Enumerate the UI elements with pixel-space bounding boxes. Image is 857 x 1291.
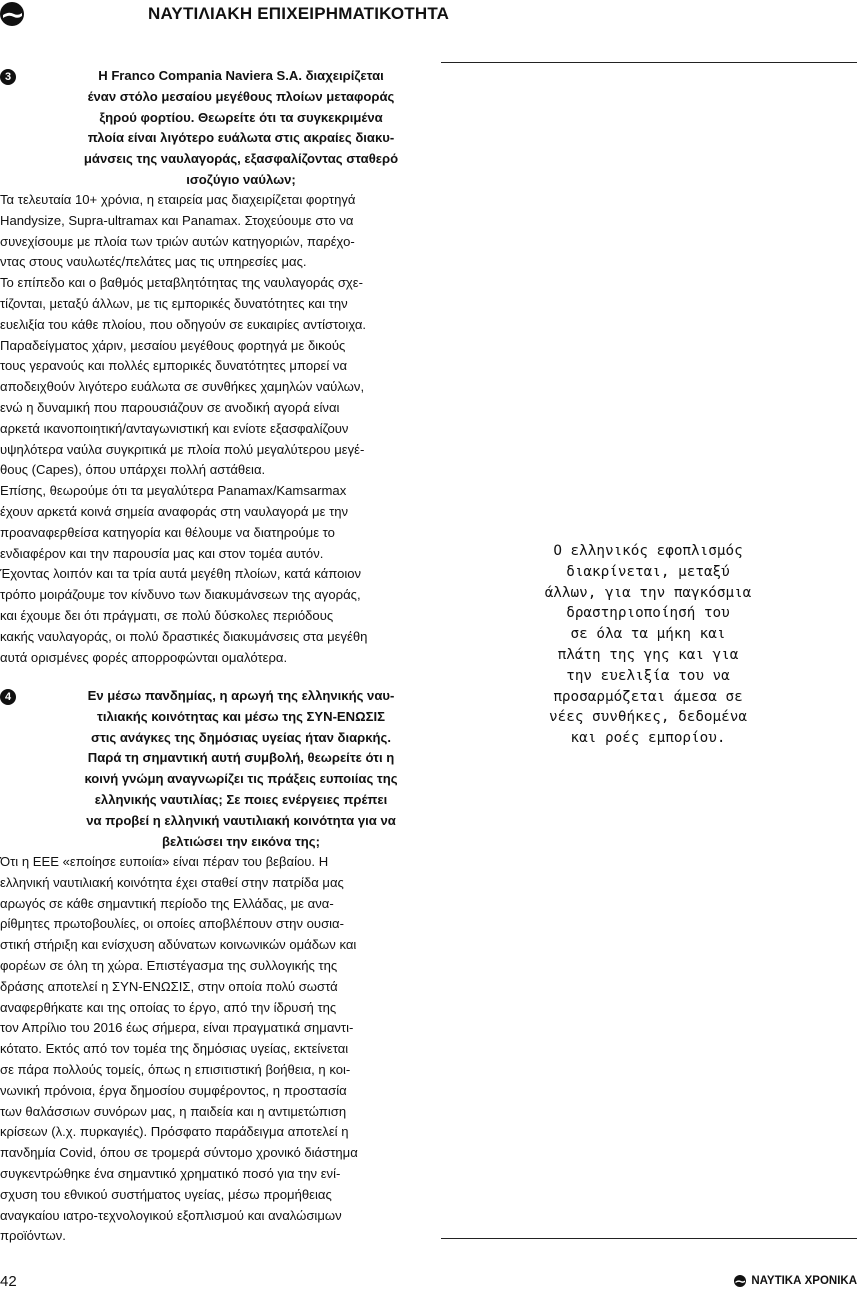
answer-line: συγκεντρώθηκε ένα σημαντικό χρηματικό ποσό για την ενί- — [0, 1165, 341, 1181]
answer-line: Παραδείγματος χάριν, μεσαίου μεγέθους φορτηγά με δικούς — [0, 337, 346, 353]
answer-line: ντας στους ναυλωτές/πελάτες μας τις υπηρεσίες μας. — [0, 254, 307, 270]
footer-brand — [734, 1275, 857, 1287]
answer-line: σχυση του εθνικού συστήματος υγείας, μέσω προμήθειας — [0, 1186, 332, 1202]
publication-logo-icon — [0, 2, 24, 26]
question-line: Εν μέσω πανδημίας, η αρωγή της ελληνικής ναυ- — [87, 688, 395, 703]
answer-line: υψηλότερα ναύλα συγκριτικά με πλοία πολύ μεγαλύτερου μεγέ- — [0, 441, 365, 457]
pull-quote-line: διακρίνεται, μεταξύ — [566, 563, 730, 580]
question-line: πλοία είναι λιγότερο ευάλωτα στις ακραίες διακυ- — [87, 130, 395, 146]
page-number: 42 — [0, 1273, 17, 1290]
answer-line: προαναφερθείσα κατηγορία και θέλουμε να διατηρούμε το — [0, 524, 335, 540]
answer-line: τρόπο μοιράζουμε τον κίνδυνο των διακυμάνσεων της αγοράς, — [0, 587, 361, 603]
question-line: Η Franco Compania Naviera S.A. διαχειρίζεται — [98, 68, 384, 83]
question-line: μάνσεις της ναυλαγοράς, εξασφαλίζοντας σταθερό — [83, 151, 399, 167]
top-divider-rule — [441, 62, 857, 63]
answer-line: αυτά ορισμένες φορές απορροφώνται ομαλότερα. — [0, 649, 288, 665]
bottom-divider-rule — [441, 1238, 857, 1239]
question-line: βελτιώσει την εικόνα της; — [162, 833, 320, 849]
answer-line: Handysize, Supra-ultramax και Panamax. Στοχεύουμε στο να — [0, 212, 354, 228]
answer-line: ρίθμητες πρωτοβουλίες, οι οποίες αποβλέπουν στην ουσια- — [0, 916, 344, 932]
answer-line: ενδιαφέρον και την παρουσία μας και στον τομέα αυτόν. — [0, 545, 324, 561]
answer-line: ενώ η δυναμική που παρουσιάζουν σε ανοδική αγορά είναι — [0, 399, 340, 415]
answer-line: θους (Capes), όπου υπάρχει πολλή αστάθεια. — [0, 462, 266, 478]
answer-line: ελληνική ναυτιλιακή κοινότητα έχει σταθεί στην πατρίδα μας — [0, 874, 344, 890]
answer-line: δράσης αποτελεί η ΣΥΝ-ΕΝΩΣΙΣ, στην οποία πολύ σωστά — [0, 978, 338, 994]
question-line: στις ανάγκες της δημόσιας υγείας ήταν διαρκής. — [90, 729, 391, 745]
answer-4 — [0, 852, 418, 1247]
answer-line: σε πάρα πολλούς τομείς, όπως η επισιτιστική βοήθεια, η κοι- — [0, 1061, 351, 1077]
question-number-badge: 3 — [0, 69, 16, 85]
question-4-text — [64, 686, 418, 852]
pull-quote-line: νέες συνθήκες, δεδομένα — [549, 709, 747, 726]
answer-line: φορέων σε όλη τη χώρα. Επιστέγασμα της συλλογικής της — [0, 957, 338, 973]
pull-quote-line: Ο ελληνικός εφοπλισμός — [553, 543, 743, 559]
answer-line: πανδημία Covid, όπου σε τρομερά σύντομο χρονικό διάστημα — [0, 1145, 358, 1161]
question-line: τιλιακής κοινότητας και μέσω της ΣΥΝ-ΕΝΩΣΙΣ — [97, 708, 385, 724]
answer-line: αρωγός σε κάθε σημαντική περίοδο της Ελλάδας, με ανα- — [0, 895, 334, 911]
question-line: ελληνικής ναυτιλίας; Σε ποιες ενέργειες πρέπει — [94, 791, 388, 807]
pull-quote-line: δραστηριοποίησή του — [566, 605, 730, 622]
answer-line: Τα τελευταία 10+ χρόνια, η εταιρεία μας διαχειρίζεται φορτηγά — [0, 192, 356, 207]
question-3-text — [64, 66, 418, 191]
answer-line: Ότι η ΕΕΕ «εποίησε ευποιία» είναι πέραν του βεβαίου. Η — [0, 854, 329, 869]
answer-line: των θαλάσσιων συνόρων μας, η παιδεία και η αντιμετώπιση — [0, 1103, 347, 1119]
answer-line: και έχουμε δει ότι πράγματι, σε πολύ δύσκολες περιόδους — [0, 607, 334, 623]
pull-quote-line: άλλων, για την παγκόσμια — [544, 584, 752, 601]
answer-line: έχουν αρκετά κοινά σημεία αναφοράς στη ναυλαγορά με την — [0, 503, 349, 519]
answer-line: αναγκαίου ιατρο-τεχνολογικού εξοπλισμού και αναλώσιμων — [0, 1207, 342, 1223]
answer-line: αποδειχθούν λιγότερο ευάλωτα σε συνθήκες χαμηλών ναύλων, — [0, 379, 365, 395]
section-title: ΝΑΥΤΙΛΙΑΚΗ ΕΠΙΧΕΙΡΗΜΑΤΙΚΟΤΗΤΑ — [148, 4, 450, 23]
pull-quote-line: σε όλα τα μήκη και — [570, 626, 726, 643]
question-line: ισοζύγιο ναύλων; — [186, 171, 296, 187]
question-number-badge: 4 — [0, 689, 16, 705]
answer-line: κακής ναυλαγοράς, οι πολύ δραστικές διακυμάνσεις στα μεγέθη — [0, 628, 368, 644]
answer-line: προϊόντων. — [0, 1228, 66, 1244]
pull-quote-line: πλάτη της γης και για — [557, 646, 739, 663]
brand-logo-icon — [734, 1275, 746, 1287]
answer-line: Έχοντας λοιπόν και τα τρία αυτά μεγέθη πλοίων, κατά κάποιον — [0, 566, 362, 582]
question-line: να προβεί η ελληνική ναυτιλιακή κοινότητα για να — [86, 812, 396, 828]
pull-quote-line: και ροές εμπορίου. — [570, 730, 726, 747]
answer-line: στική στήριξη και ενίσχυση αδύνατων κοινωνικών ομάδων και — [0, 937, 357, 953]
pull-quote-line: προσαρμόζεται άμεσα σε — [553, 688, 743, 705]
pull-quote — [498, 541, 798, 749]
answer-line: αναφερθήκατε και της οποίας το έργο, από την ίδρυσή της — [0, 999, 337, 1015]
answer-line: συνεχίσουμε με πλοία των τριών αυτών κατηγοριών, παρέχο- — [0, 233, 355, 249]
question-4 — [0, 686, 418, 852]
answer-line: τους γερανούς και πολλές εμπορικές δυνατότητες μπορεί να — [0, 358, 348, 374]
pull-quote-line: την ευελιξία του να — [566, 667, 730, 684]
question-line: κοινή γνώμη αναγνωρίζει τις πράξεις ευποιίας της — [84, 771, 398, 787]
brand-name: ΝΑΥΤΙΚΑ ΧΡΟΝΙΚΑ — [751, 1275, 857, 1287]
question-line: Παρά τη σημαντική αυτή συμβολή, θεωρείτε ότι η — [87, 750, 395, 766]
answer-line: Το επίπεδο και ο βαθμός μεταβλητότητας της ναυλαγοράς σχε- — [0, 275, 363, 291]
answer-line: κότατο. Εκτός από τον τομέα της δημόσιας υγείας, εκτείνεται — [0, 1041, 349, 1057]
answer-3 — [0, 190, 418, 668]
answer-line: ευελιξία του κάθε πλοίου, που οδηγούν σε ευκαιρίες αντίστοιχα. — [0, 316, 367, 332]
answer-line: αρκετά ικανοποιητική/ανταγωνιστική και ενίοτε εξασφαλίζουν — [0, 420, 349, 436]
answer-line: Επίσης, θεωρούμε ότι τα μεγαλύτερα Panamax/Kamsarmax — [0, 483, 347, 499]
question-3 — [0, 66, 418, 191]
question-line: έναν στόλο μεσαίου μεγέθους πλοίων μεταφοράς — [87, 88, 395, 104]
answer-line: τον Απρίλιο του 2016 έως σήμερα, είναι πραγματικά σημαντι- — [0, 1020, 354, 1036]
answer-line: τίζονται, μεταξύ άλλων, με τις εμπορικές δυνατότητες και την — [0, 295, 348, 311]
answer-line: νωνική πρόνοια, έργα δημοσίου συμφέροντος, η προστασία — [0, 1082, 347, 1098]
answer-line: κρίσεων (λ.χ. πυρκαγιές). Πρόσφατο παράδειγμα αποτελεί η — [0, 1124, 349, 1140]
question-line: ξηρού φορτίου. Θεωρείτε ότι τα συγκεκριμένα — [99, 109, 383, 125]
